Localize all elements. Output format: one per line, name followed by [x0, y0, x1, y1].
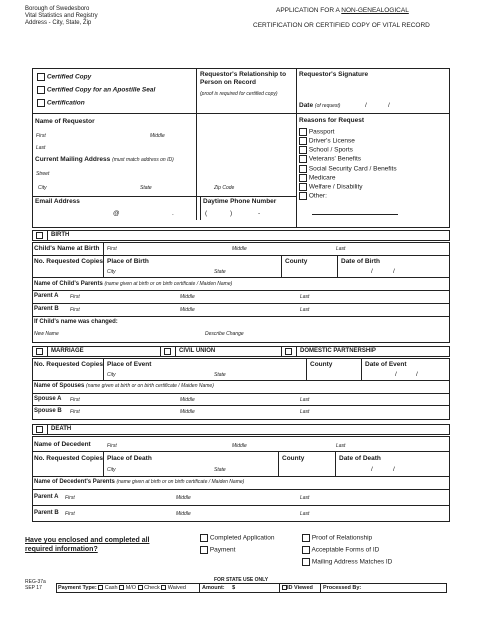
event-date-sep-2: / [416, 371, 418, 378]
event-state[interactable]: State [214, 372, 226, 378]
requestor-name-label: Name of Requestor [35, 118, 95, 125]
decedent-last[interactable]: Last [336, 443, 346, 449]
phone-close: ) [230, 210, 233, 217]
check-proof-of-relationship[interactable]: Proof of Relationship [302, 534, 372, 542]
form-title-line2: CERTIFICATION OR CERTIFIED COPY OF VITAL RECORD [253, 22, 430, 29]
address-state[interactable]: State [140, 185, 152, 191]
email-dot: . [172, 210, 174, 217]
spouse-b-first[interactable]: First [70, 409, 80, 415]
civil-union-tab[interactable] [161, 347, 281, 356]
child-parents-label: Name of Child's Parents (name given at birth or on birth certificate / Maiden Name) [34, 281, 233, 287]
checkbox[interactable] [37, 86, 45, 94]
checkbox[interactable] [98, 585, 103, 590]
email-at[interactable]: @ [113, 210, 120, 217]
birth-copies-label[interactable]: No. Requested Copies [34, 258, 103, 265]
issuing-office [25, 6, 98, 27]
request-date[interactable]: Date (of request) [299, 102, 341, 109]
processed-by[interactable]: Processed By: [323, 585, 362, 591]
form-title-line1 [276, 7, 409, 14]
death-state[interactable]: State [214, 467, 226, 473]
decedent-name-label: Name of Decedent [34, 441, 91, 448]
spouse-a-label: Spouse A [34, 396, 62, 402]
domestic-partnership-checkbox[interactable] [285, 348, 292, 355]
checkbox[interactable] [37, 99, 45, 107]
birth-parent-b-first[interactable]: First [70, 307, 80, 313]
birth-parent-a-last[interactable]: Last [300, 294, 310, 300]
checkbox[interactable] [299, 183, 307, 191]
checklist-question-line1: Have you enclosed and completed all [25, 537, 150, 544]
pay-waived[interactable]: Waived [167, 585, 186, 591]
amount-field[interactable]: Amount: $ [202, 585, 236, 591]
checkbox[interactable] [161, 585, 166, 590]
birth-parent-a-first[interactable]: First [70, 294, 80, 300]
reason-veterans[interactable]: Veterans' Benefits [299, 155, 397, 164]
birth-header[interactable] [32, 230, 450, 241]
decedent-middle[interactable]: Middle [232, 443, 247, 449]
checkbox[interactable] [299, 165, 307, 173]
birth-place-label: Place of Birth [107, 258, 149, 265]
pay-check[interactable]: Check [144, 585, 160, 591]
checkbox[interactable] [302, 534, 310, 542]
org-name: Borough of Swedesboro [25, 6, 90, 12]
checkbox[interactable] [302, 546, 310, 554]
pay-mo[interactable]: M/O [125, 585, 137, 591]
event-county-label[interactable]: County [310, 361, 333, 368]
address-city[interactable]: City [38, 185, 47, 191]
death-place-label: Place of Death [107, 455, 152, 462]
pay-cash[interactable]: Cash [104, 585, 118, 591]
marriage-tab[interactable] [33, 347, 173, 356]
title-prefix: APPLICATION FOR A [276, 7, 342, 14]
org-dept: Vital Statistics and Registry [25, 13, 98, 19]
mailing-address-label: Current Mailing Address (must match address on ID) [35, 156, 174, 163]
checklist-question [25, 536, 149, 554]
form-id: REG-37a [25, 579, 46, 585]
checkbox[interactable] [119, 585, 124, 590]
death-checkbox[interactable] [36, 426, 43, 433]
death-parent-b-first[interactable]: First [65, 511, 75, 517]
reason-drivers-license[interactable]: Driver's License [299, 137, 397, 146]
reasons-label: Reasons for Request [299, 117, 365, 124]
address-zip[interactable]: Zip Code [214, 185, 235, 191]
relationship-label: Requestor's Relationship to Person on Record [200, 71, 287, 86]
phone-open[interactable]: ( [205, 210, 208, 217]
decedent-first[interactable]: First [107, 443, 117, 449]
death-county-label[interactable]: County [282, 455, 305, 462]
death-parent-b-middle[interactable]: Middle [176, 511, 191, 517]
title-emphasis: NON-GENEALOGICAL [341, 7, 409, 14]
birth-parent-a-middle[interactable]: Middle [180, 294, 195, 300]
checkbox[interactable] [299, 155, 307, 163]
death-parent-a-first[interactable]: First [65, 495, 75, 501]
death-date-sep-1: / [371, 466, 373, 473]
checkbox[interactable] [299, 174, 307, 182]
org-address: Address - City, State, Zip [25, 20, 92, 26]
marriage-checkbox[interactable] [36, 348, 43, 355]
relationship-note: (proof is required for certified copy) [200, 91, 278, 97]
requestor-middle[interactable]: Middle [150, 133, 165, 139]
checkbox[interactable] [302, 558, 310, 566]
name-changed-label: If Child's name was changed: [34, 319, 118, 325]
birth-county-label[interactable]: County [285, 258, 308, 265]
reason-other[interactable]: Other: [299, 192, 397, 201]
spouse-a-first[interactable]: First [70, 397, 80, 403]
id-viewed[interactable]: ID Viewed [282, 585, 313, 591]
spouse-b-last[interactable]: Last [300, 409, 310, 415]
death-date-sep-2: / [393, 466, 395, 473]
marriage-title: MARRIAGE [51, 348, 84, 354]
requestor-last[interactable]: Last [36, 145, 46, 151]
birth-parent-b-last[interactable]: Last [300, 307, 310, 313]
death-parent-b-last[interactable]: Last [300, 511, 310, 517]
domestic-partnership-title: DOMESTIC PARTNERSHIP [300, 348, 376, 354]
birth-date-sep-2: / [393, 268, 395, 275]
reason-medicare[interactable]: Medicare [299, 174, 397, 183]
birth-parent-b-middle[interactable]: Middle [180, 307, 195, 313]
signature-label[interactable]: Requestor's Signature [299, 71, 369, 78]
spouse-b-middle[interactable]: Middle [180, 409, 195, 415]
spouse-b-label: Spouse B [34, 408, 62, 414]
check-completed-application[interactable]: Completed Application [200, 534, 275, 542]
checkbox[interactable] [138, 585, 143, 590]
decedent-parents-label: Name of Decedent's Parents (name given at birth or on birth certificate / Maiden Name) [34, 479, 245, 485]
death-header[interactable] [32, 424, 450, 435]
new-name-field[interactable]: New Name [34, 331, 59, 337]
type-certified-copy[interactable]: Certified Copy [37, 73, 91, 81]
death-date-label: Date of Death [339, 455, 381, 462]
type-apostille-copy[interactable]: Certified Copy for an Apostille Seal [37, 86, 155, 94]
reason-welfare[interactable]: Welfare / Disability [299, 183, 397, 192]
birth-checkbox[interactable] [36, 232, 43, 239]
birth-date-label: Date of Birth [341, 258, 380, 265]
reason-school-sports[interactable]: School / Sports [299, 146, 397, 155]
check-acceptable-id[interactable]: Acceptable Forms of ID [302, 546, 379, 554]
death-parent-a-middle[interactable]: Middle [176, 495, 191, 501]
email-label: Email Address [35, 198, 80, 205]
child-first[interactable]: First [107, 246, 117, 252]
death-city[interactable]: City [107, 467, 116, 473]
reasons-list [299, 128, 397, 201]
date-sep-1: / [365, 102, 367, 109]
birth-parent-a-label: Parent A [34, 293, 59, 299]
event-city[interactable]: City [107, 372, 116, 378]
child-last[interactable]: Last [336, 246, 346, 252]
form-revision: SEP 17 [25, 585, 42, 591]
child-middle[interactable]: Middle [232, 246, 247, 252]
checkbox[interactable] [299, 192, 307, 200]
event-place-label: Place of Event [107, 361, 152, 368]
describe-change-field[interactable]: Describe Change [205, 331, 244, 337]
birth-city[interactable]: City [107, 269, 116, 275]
death-copies-label[interactable]: No. Requested Copies [34, 455, 103, 462]
civil-union-checkbox[interactable] [164, 348, 171, 355]
death-parent-b-label: Parent B [34, 510, 59, 516]
marriage-copies-label[interactable]: No. Requested Copies [34, 361, 103, 368]
death-title: DEATH [51, 426, 72, 432]
civil-union-title: CIVIL UNION [179, 348, 216, 354]
birth-state[interactable]: State [214, 269, 226, 275]
date-sep-2: / [388, 102, 390, 109]
reason-passport[interactable]: Passport [299, 128, 397, 137]
death-parent-a-label: Parent A [34, 494, 59, 500]
address-street[interactable]: Street [36, 171, 50, 177]
death-parent-a-last[interactable]: Last [300, 495, 310, 501]
state-use-heading: FOR STATE USE ONLY [214, 577, 269, 583]
phone-dash: - [258, 210, 261, 217]
check-payment[interactable]: Payment [200, 546, 235, 554]
checkbox[interactable] [299, 128, 307, 136]
requestor-first[interactable]: First [36, 133, 46, 139]
checklist-question-line2: required information? [25, 546, 98, 553]
checkbox[interactable] [37, 73, 45, 81]
checkbox[interactable] [200, 546, 208, 554]
checkbox[interactable] [200, 534, 208, 542]
birth-parent-b-label: Parent B [34, 306, 59, 312]
birth-title: BIRTH [51, 232, 70, 238]
domestic-partnership-tab[interactable] [282, 347, 449, 356]
form-id-block [25, 579, 46, 591]
checkbox[interactable] [299, 146, 307, 154]
event-date-sep-1: / [395, 371, 397, 378]
event-date-label: Date of Event [365, 361, 407, 368]
payment-type: Payment Type: Cash M/O Check Waived [58, 585, 186, 591]
birth-date-sep-1: / [371, 268, 373, 275]
phone-label: Daytime Phone Number [203, 198, 277, 205]
spouse-a-middle[interactable]: Middle [180, 397, 195, 403]
child-name-label: Child's Name at Birth [34, 245, 100, 252]
type-certification[interactable]: Certification [37, 99, 85, 107]
spouses-label: Name of Spouses (name given at birth or on birth certificate / Maiden Name) [34, 383, 214, 389]
reason-social-security[interactable]: Social Security Card / Benefits [299, 165, 397, 174]
spouse-a-last[interactable]: Last [300, 397, 310, 403]
check-address-matches[interactable]: Mailing Address Matches ID [302, 558, 392, 566]
checkbox[interactable] [299, 137, 307, 145]
